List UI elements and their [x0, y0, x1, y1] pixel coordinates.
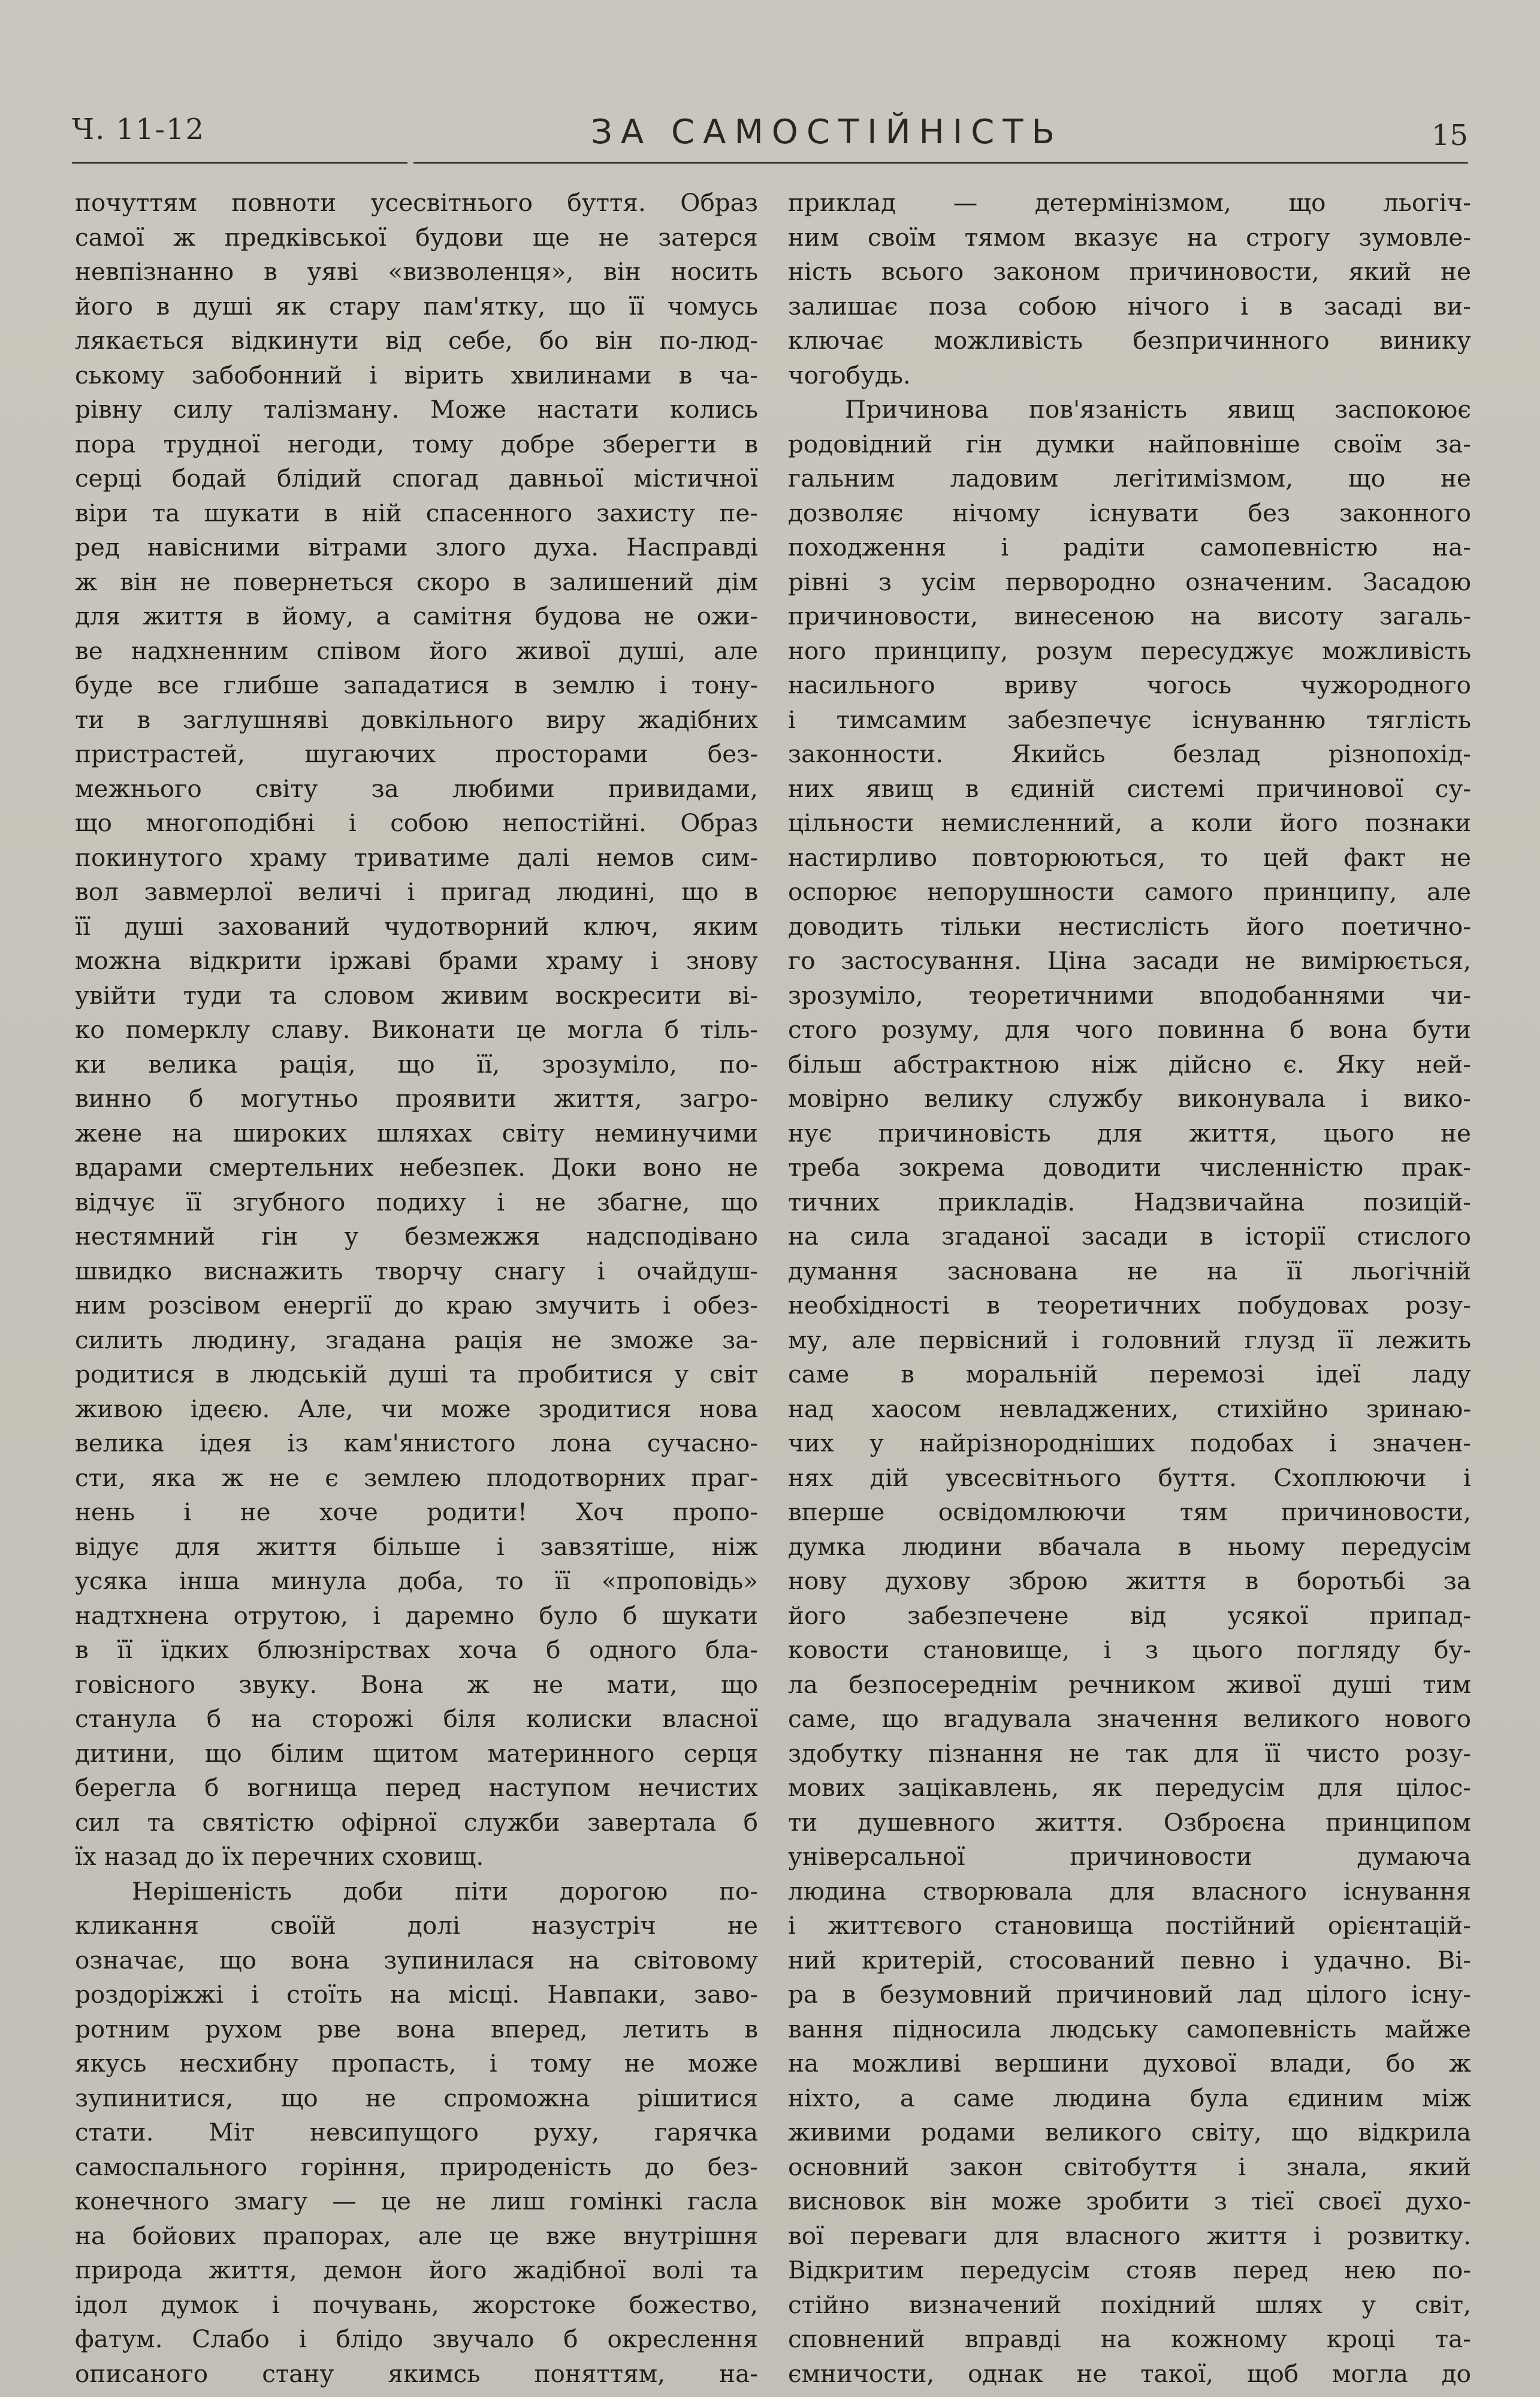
text-line: Причинова пов'язаність явищ заспокоює: [845, 395, 1471, 424]
text-line: віри та шукати в ній спасенного захисту пе-: [75, 498, 758, 527]
text-line: усяка інша минула доба, то її «проповідь»: [75, 1566, 758, 1595]
text-line: гальним ладовим легітимізмом, що не: [788, 464, 1471, 493]
text-line: чих у найрізнородніших подобах і значен-: [788, 1429, 1471, 1457]
text-line: живими родами великого світу, що відкрила: [788, 2118, 1471, 2147]
text-line: дозволяє нічому існувати без законного: [788, 498, 1471, 527]
text-line: родитися в людській душі та пробитися у світ: [75, 1360, 758, 1388]
text-line: велика ідея із кам'янистого лона сучасно-: [75, 1429, 758, 1457]
text-line: природа життя, демон його жадібної волі та: [75, 2256, 758, 2284]
text-line: силить людину, згадана рація не зможе за-: [75, 1325, 758, 1354]
text-line: ти душевного життя. Озброєна принципом: [788, 1807, 1471, 1837]
text-line: Нерішеність доби піти дорогою по-: [132, 1876, 758, 1906]
text-line: більш абстрактною ніж дійсно є. Яку ней-: [788, 1049, 1471, 1079]
text-line: сил та святістю офірної служби завертала б: [75, 1807, 758, 1837]
text-line: ємничости, однак не такої, щоб могла до: [788, 2359, 1471, 2388]
text-line: ротним рухом рве вона вперед, летить в: [75, 2014, 758, 2043]
text-line: винно б могутньо проявити життя, загро-: [75, 1084, 758, 1113]
text-line: висновок він може зробити з тієї своєї духо-: [788, 2187, 1471, 2215]
text-line: чогобудь.: [788, 360, 911, 390]
text-line: залишає поза собою нічого і в засаді ви-: [788, 291, 1471, 321]
text-line: берегла б вогнища перед наступом нечистих: [75, 1773, 758, 1802]
text-line: настирливо повторюються, то цей факт не: [788, 843, 1471, 872]
text-line: живою ідеєю. Але, чи може зродитися нова: [75, 1394, 758, 1423]
text-line: буде все глибше западатися в землю і тону-: [75, 671, 758, 699]
text-line: приклад — детермінізмом, що льогіч-: [788, 188, 1471, 217]
text-line: нях дій увсесвітнього буття. Схоплюючи і: [788, 1463, 1471, 1492]
left-column: [75, 186, 758, 2391]
text-line: законности. Якийсь безлад різнопохід-: [788, 739, 1471, 768]
text-line: його забезпечене від усякої припад-: [788, 1601, 1471, 1630]
text-line: нову духову зброю життя в боротьбі за: [788, 1566, 1471, 1595]
text-line: увійти туди та словом живим воскресити ві-: [75, 980, 758, 1010]
text-line: здобутку пізнання не так для її чисто розу-: [788, 1738, 1471, 1768]
text-line: його в душі як стару пам'ятку, що її чомусь: [75, 291, 758, 321]
text-line: на сила згаданої засади в історії стислого: [788, 1222, 1471, 1251]
text-line: на бойових прапорах, але це вже внутрішня: [75, 2221, 758, 2250]
text-line: думка людини вбачала в ньому передусім: [788, 1532, 1471, 1561]
journal-title: ЗА САМОСТІЙНІСТЬ: [591, 113, 1063, 152]
text-line: пристрастей, шугаючих просторами без-: [75, 739, 758, 768]
text-line: сти, яка ж не є землею плодотворних праг-: [75, 1463, 758, 1492]
text-line: стійно визначений похідний шлях у світ,: [788, 2290, 1471, 2319]
text-line: фатум. Слабо і блідо звучало б окреслення: [75, 2324, 758, 2353]
text-line: межнього світу за любими привидами,: [75, 774, 758, 803]
text-line: що многоподібні і собою непостійні. Образ: [75, 808, 758, 837]
text-line: конечного змагу — це не лиш гомінкі гасла: [75, 2187, 758, 2215]
text-line: вперше освідомлюючи тям причиновости,: [788, 1498, 1471, 1526]
text-line: необхідності в теоретичних побудовах розу-: [788, 1291, 1471, 1320]
text-line: ж він не повернеться скоро в залишений дім: [75, 567, 758, 596]
text-line: сповнений вправді на кожному кроці та-: [788, 2324, 1471, 2353]
text-line: ко померклу славу. Виконати це могла б тіль-: [75, 1015, 758, 1044]
text-line: її душі захований чудотворний ключ, яким: [75, 911, 758, 941]
text-line: відує для життя більше і завзятіше, ніж: [75, 1532, 758, 1561]
page-header: [72, 113, 1468, 173]
text-line: ти в заглушняві довкільного виру жадібних: [75, 705, 758, 734]
text-line: ключає можливість безпричинного винику: [788, 326, 1471, 355]
text-line: зупинитися, що не спроможна рішитися: [75, 2083, 758, 2112]
text-line: для життя в йому, а самітня будова не ожи-: [75, 602, 758, 630]
text-line: нестямний гін у безмежжя надсподівано: [75, 1222, 758, 1251]
text-line: лякається відкинути від себе, бо він по-люд-: [75, 326, 758, 355]
text-line: ред навісними вітрами злого духа. Насправді: [75, 533, 758, 561]
text-line: ковости становище, і з цього погляду бу-: [788, 1635, 1471, 1664]
text-line: роздоріжжі і стоїть на місці. Навпаки, заво-: [75, 1980, 758, 2009]
text-line: го застосування. Ціна засади не вимірюється,: [788, 946, 1471, 975]
text-line: ки велика рація, що її, зрозуміло, по-: [75, 1049, 758, 1079]
text-line: дитини, що білим щитом материнного серця: [75, 1738, 758, 1768]
text-line: і тимсамим забезпечує існуванню тяглість: [788, 705, 1471, 734]
text-line: жене на широких шляхах світу неминучими: [75, 1118, 758, 1148]
text-line: відчує її згубного подиху і не збагне, що: [75, 1187, 758, 1216]
text-line: саме в моральній перемозі ідеї ладу: [788, 1360, 1471, 1388]
text-line: цільности немисленний, а коли його познаки: [788, 808, 1471, 837]
text-line: універсальної причиновости думаюча: [788, 1842, 1471, 1871]
text-line: основний закон світобуття і знала, який: [788, 2152, 1471, 2181]
text-line: пора трудної негоди, тому добре зберегти в: [75, 429, 758, 458]
text-line: надтхнена отрутою, і даремно було б шукати: [75, 1601, 758, 1630]
text-line: ве надхненним співом його живої душі, але: [75, 636, 758, 665]
text-line: вої переваги для власного життя і розвитку.: [788, 2221, 1471, 2250]
text-line: нує причиновість для життя, цього не: [788, 1118, 1471, 1148]
text-line: походження і радіти самопевністю на-: [788, 533, 1471, 561]
text-line: му, але первісний і головний глузд її лежить: [788, 1325, 1471, 1354]
text-line: доводить тільки нестислість його поетично-: [788, 911, 1471, 941]
text-line: ла безпосереднім речником живої душі тим: [788, 1670, 1471, 1699]
text-line: стого розуму, для чого повинна б вона бути: [788, 1015, 1471, 1044]
text-line: родовідний гін думки найповніше своїм за-: [788, 429, 1471, 458]
text-line: причиновости, винесеною на висоту загаль-: [788, 602, 1471, 630]
text-line: треба зокрема доводити численністю прак-: [788, 1153, 1471, 1182]
text-line: якусь несхибну пропасть, і тому не може: [75, 2049, 758, 2078]
text-line: насильного вриву чогось чужородного: [788, 671, 1471, 699]
text-line: невпізнанно в уяві «визволенця», він носить: [75, 257, 758, 286]
text-line: оспорює непорушности самого принципу, але: [788, 877, 1471, 906]
text-line: думання заснована не на її льогічній: [788, 1256, 1471, 1285]
text-line: ного принципу, розум пересуджує можливість: [788, 636, 1471, 665]
text-line: серці бодай блідий спогад давньої містичної: [75, 464, 758, 493]
text-line: мових зацікавлень, як передусім для цілос-: [788, 1773, 1471, 1802]
text-line: вол завмерлої величі і пригад людині, що в: [75, 877, 758, 906]
text-line: станула б на сторожі біля колиски власної: [75, 1704, 758, 1733]
text-line: їх назад до їх перечних сховищ.: [75, 1842, 484, 1871]
text-line: Відкритим передусім стояв перед нею по-: [788, 2256, 1471, 2284]
text-line: рівні з усім первородно означеним. Засадою: [788, 567, 1471, 596]
text-line: людина створювала для власного існування: [788, 1876, 1471, 1906]
text-line: рівну силу талізману. Може настати колись: [75, 395, 758, 424]
text-line: стати. Міт невсипущого руху, гарячка: [75, 2118, 758, 2147]
text-line: почуттям повноти усесвітнього буття. Образ: [75, 188, 758, 217]
text-line: швидко виснажить творчу снагу і очайдуш-: [75, 1256, 758, 1285]
text-line: ра в безумовний причиновий лад цілого існу-: [788, 1980, 1471, 2009]
text-line: них явищ в єдиній системі причинової су-: [788, 774, 1471, 803]
text-line: зрозуміло, теоретичними вподобаннями чи-: [788, 980, 1471, 1010]
header-rule-left: [72, 162, 407, 164]
text-line: ним своїм тямом вказує на строгу зумовле-: [788, 222, 1471, 252]
right-column: [788, 186, 1471, 2391]
text-line: самоспального горіння, природеність до без-: [75, 2152, 758, 2181]
text-line: ним розсівом енергії до краю змучить і обез-: [75, 1291, 758, 1320]
text-line: можна відкрити іржаві брами храму і знову: [75, 946, 758, 975]
text-line: нень і не хоче родити! Хоч пропо-: [75, 1498, 758, 1526]
issue-number: Ч. 11-12: [72, 113, 205, 146]
text-line: ність всього законом причиновости, який не: [788, 257, 1471, 286]
text-line: на можливі вершини духової влади, бо ж: [788, 2049, 1471, 2078]
text-line: тичних прикладів. Надзвичайна позицій-: [788, 1187, 1471, 1216]
text-line: кликання своїй долі назустріч не: [75, 1911, 758, 1940]
text-line: самої ж предківської будови ще не затерся: [75, 222, 758, 252]
text-line: ний критерій, стосований певно і удачно. Ві-: [788, 1945, 1471, 1975]
text-line: і життєвого становища постійний орієнтацій-: [788, 1911, 1471, 1940]
text-line: ському забобонний і вірить хвилинами в ча-: [75, 360, 758, 390]
text-line: над хаосом невладжених, стихійно зринаю-: [788, 1394, 1471, 1423]
text-line: мовірно велику службу виконувала і вико-: [788, 1084, 1471, 1113]
text-line: вання підносила людську самопевність майже: [788, 2014, 1471, 2043]
text-line: покинутого храму триватиме далі немов сим-: [75, 843, 758, 872]
text-line: говісного звуку. Вона ж не мати, що: [75, 1670, 758, 1699]
text-line: описаного стану якимсь поняттям, на-: [75, 2359, 758, 2388]
text-line: ідол думок і почувань, жорстоке божество,: [75, 2290, 758, 2319]
text-line: саме, що вгадувала значення великого нового: [788, 1704, 1471, 1733]
page-number: 15: [1431, 119, 1468, 152]
text-line: в її їдких блюзнірствах хоча б одного бла-: [75, 1635, 758, 1664]
text-line: ніхто, а саме людина була єдиним між: [788, 2083, 1471, 2112]
text-line: вдарами смертельних небезпек. Доки воно не: [75, 1153, 758, 1182]
text-line: означає, що вона зупинилася на світовому: [75, 1945, 758, 1975]
header-rule-right: [413, 162, 1468, 164]
